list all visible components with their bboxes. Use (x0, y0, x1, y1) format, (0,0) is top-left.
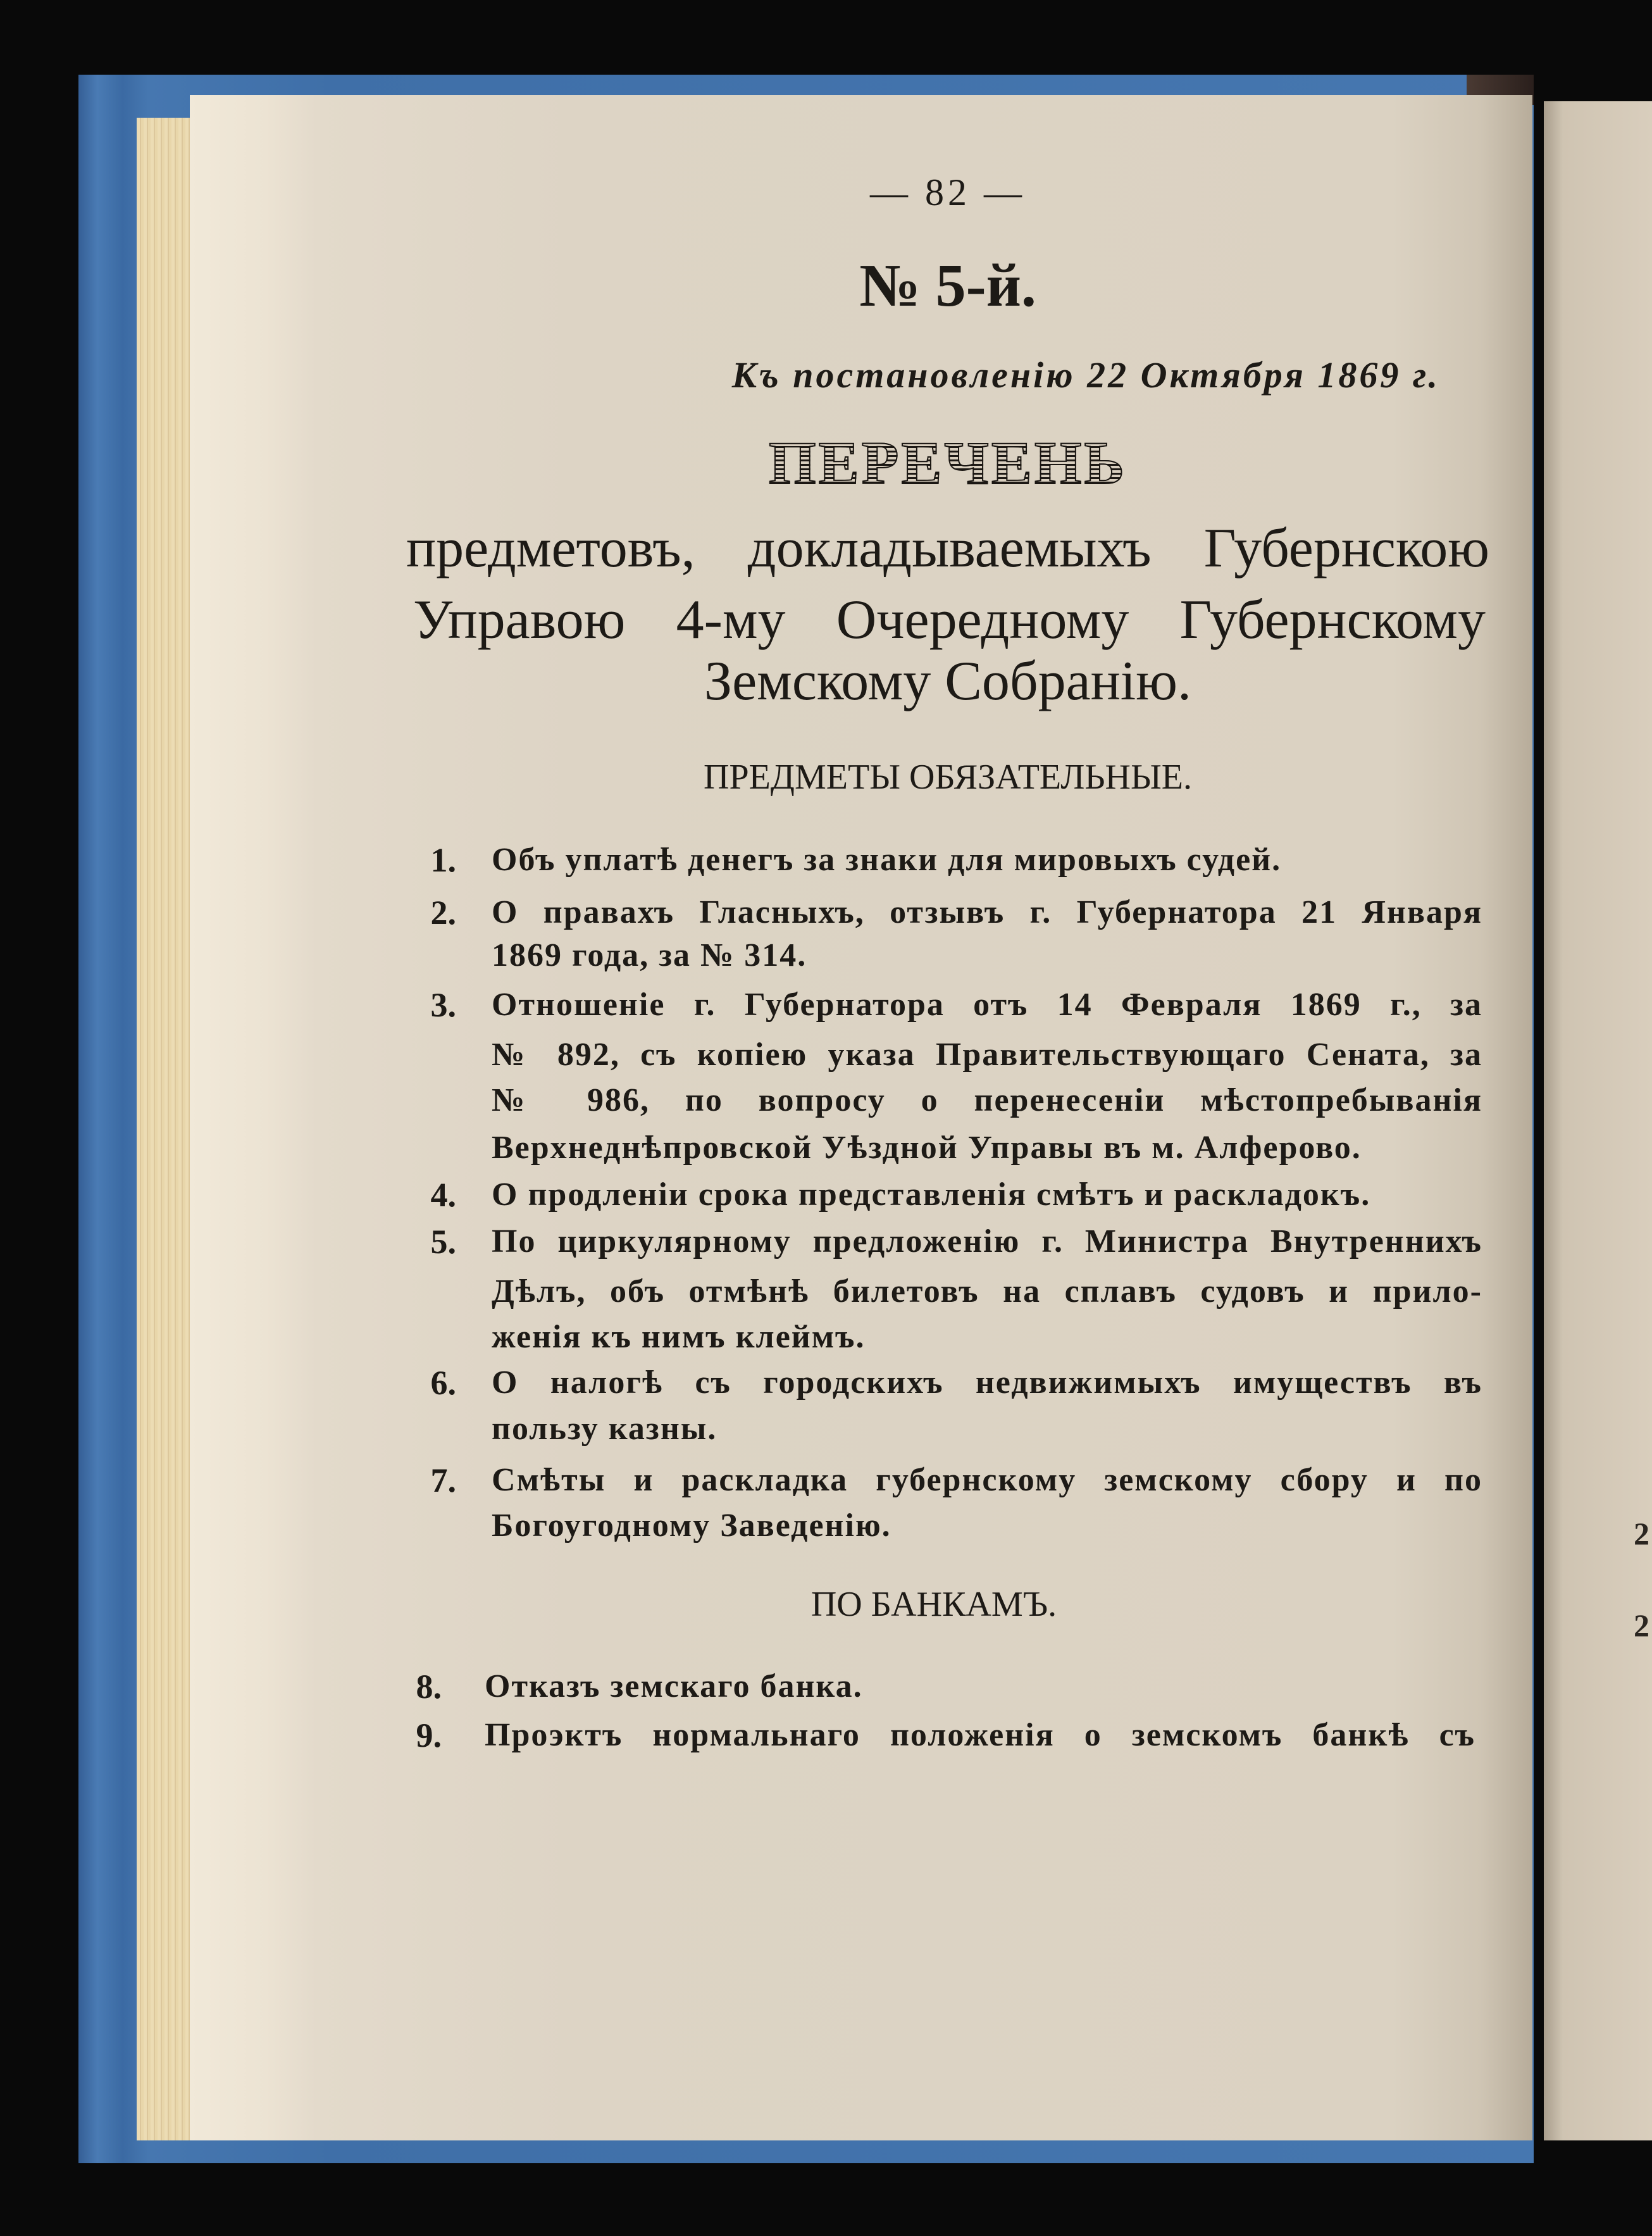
title-line-2: Управою 4-му Очередному Губернскому (413, 589, 1486, 651)
list-item-number: 8. (416, 1668, 442, 1706)
list-item-line: Дѣлъ, объ отмѣнѣ билетовъ на сплавъ судовъ и прило- (492, 1273, 1482, 1309)
list-item-line: По циркулярному предложенію г. Министра Внутреннихъ (492, 1223, 1482, 1259)
decorative-heading: ПЕРЕЧЕНЬ (406, 428, 1489, 498)
list-item-line: Верхнеднѣпровской Уѣздной Управы въ м. Алферово. (492, 1130, 1362, 1166)
list-item-line: 1869 года, за № 314. (492, 937, 807, 973)
document-number: № 5-й. (859, 251, 1036, 319)
list-item-number: 7. (430, 1461, 456, 1499)
list-item-line: № 892, съ копіею указа Правительствующаго Сената, за (492, 1037, 1482, 1073)
list-item-number: 6. (430, 1364, 456, 1402)
title-line-1: предметовъ, докладываемыхъ Губернскою (406, 518, 1489, 579)
list-item-line: Богоугодному Заведенію. (492, 1508, 891, 1544)
list-item-number: 4. (430, 1176, 456, 1214)
list-item-number: 5. (430, 1223, 456, 1261)
list-item-line: № 986, по вопросу о перенесеніи мѣстопребыванія (492, 1082, 1482, 1118)
list-item-number: 2. (430, 894, 456, 932)
list-item-line: Отношеніе г. Губернатора отъ 14 Февраля 1869 г., за (492, 987, 1482, 1023)
page-number: — 82 — (870, 172, 1026, 213)
list-item-number: 3. (430, 986, 456, 1024)
list-item-number: 1. (430, 841, 456, 879)
reference-line: Къ постановленію 22 Октября 1869 г. (731, 354, 1440, 396)
section-heading-banks: ПО БАНКАМЪ. (810, 1585, 1057, 1624)
list-item-line: О правахъ Гласныхъ, отзывъ г. Губернатора 21 Января (492, 894, 1482, 930)
section-heading-mandatory: ПРЕДМЕТЫ ОБЯЗАТЕЛЬНЫЕ. (704, 758, 1192, 797)
list-item-line: Смѣты и раскладка губернскому земскому сбору и по (492, 1462, 1482, 1498)
page-edges (137, 118, 194, 2140)
list-item-number: 9. (416, 1716, 442, 1754)
facing-page-fragment: 2 (1634, 1516, 1649, 1551)
list-item-line: Объ уплатѣ денегъ за знаки для мировыхъ судей. (492, 842, 1282, 878)
list-item-line: О продленіи срока представленія смѣтъ и раскладокъ. (492, 1177, 1371, 1213)
list-item-line: Отказъ земскаго банка. (485, 1668, 863, 1704)
list-item-line: пользу казны. (492, 1411, 717, 1447)
facing-page-fragment: 2 (1634, 1608, 1649, 1643)
facing-page (1544, 101, 1652, 2140)
list-item-line: Проэктъ нормальнаго положенія о земскомъ банкѣ съ (485, 1717, 1475, 1753)
list-item-line: О налогѣ съ городскихъ недвижимыхъ имуществъ въ (492, 1365, 1482, 1401)
list-item-line: женія къ нимъ клеймъ. (492, 1319, 866, 1355)
title-line-3: Земскому Собранію. (704, 651, 1191, 712)
